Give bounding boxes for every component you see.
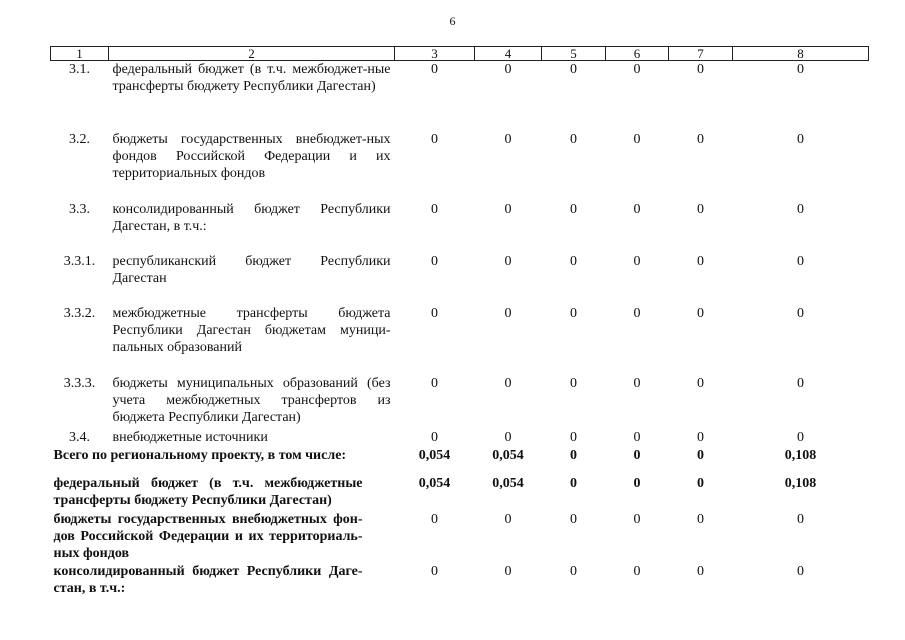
total-value: 0 (797, 563, 804, 579)
row-label: внебюджетные источники (112, 429, 268, 445)
total-value: 0 (697, 447, 704, 463)
page-number: 6 (449, 14, 456, 28)
row-value: 0 (431, 375, 438, 391)
total-value: 0 (633, 447, 641, 463)
row-value: 0 (797, 131, 804, 147)
budget-table (50, 46, 869, 599)
table-row (51, 61, 869, 131)
row-label: республиканский бюджет Республики Дагестан (112, 253, 391, 286)
row-value: 0 (504, 305, 512, 321)
row-index: 3.3.2. (63, 305, 96, 321)
total-value: 0 (697, 475, 704, 491)
column-header: 2 (109, 47, 395, 61)
row-value: 0 (633, 305, 641, 321)
row-value: 0 (431, 131, 438, 147)
row-value: 0 (633, 62, 641, 77)
total-label: Всего по региональному проекту, в том числе: (53, 447, 347, 463)
total-value: 0 (504, 511, 512, 527)
row-value: 0 (504, 253, 512, 269)
total-value: 0 (570, 563, 577, 579)
column-header: 5 (542, 47, 606, 61)
column-header: 6 (606, 47, 669, 61)
total-row (51, 563, 869, 599)
row-value: 0 (504, 201, 512, 217)
table-row (51, 131, 869, 201)
total-value: 0,108 (784, 475, 817, 491)
row-value: 0 (797, 253, 804, 269)
row-value: 0 (570, 429, 577, 445)
row-value: 0 (697, 253, 704, 269)
column-header: 8 (733, 47, 869, 61)
row-value: 0 (633, 253, 641, 269)
total-value: 0 (570, 511, 577, 527)
column-header: 4 (475, 47, 542, 61)
total-value: 0 (797, 511, 804, 527)
row-index: 3.2. (69, 131, 90, 147)
table-row (51, 253, 869, 305)
total-value: 0 (697, 511, 704, 527)
total-label: бюджеты государственных внебюджетных фон-дов Российской Федерации и их территориаль-ных фондов (53, 511, 363, 561)
total-value: 0 (697, 563, 704, 579)
total-value: 0,054 (492, 475, 524, 491)
row-index: 3.3.1. (63, 253, 96, 269)
row-value: 0 (633, 375, 641, 391)
total-value: 0,054 (418, 447, 451, 463)
table-row (51, 305, 869, 375)
total-row (51, 511, 869, 563)
row-value: 0 (633, 201, 641, 217)
row-value: 0 (570, 62, 577, 77)
row-value: 0 (504, 62, 512, 77)
row-index: 3.3. (69, 201, 90, 217)
row-value: 0 (697, 429, 704, 445)
row-value: 0 (570, 201, 577, 217)
row-value: 0 (697, 305, 704, 321)
row-label: бюджеты муниципальных образований (без учета межбюджетных трансфертов из бюджета Республики Дагестан) (112, 375, 391, 425)
total-value: 0 (633, 511, 641, 527)
row-value: 0 (431, 305, 438, 321)
total-value: 0,054 (418, 475, 451, 491)
total-value: 0 (431, 511, 438, 527)
table-row (51, 429, 869, 447)
row-index: 3.4. (69, 429, 90, 445)
row-value: 0 (697, 201, 704, 217)
row-label: федеральный бюджет (в т.ч. межбюджет-ные трансферты бюджету Республики Дагестан) (112, 62, 391, 94)
row-value: 0 (797, 201, 804, 217)
row-value: 0 (633, 131, 641, 147)
total-value: 0 (633, 563, 641, 579)
row-value: 0 (797, 429, 804, 445)
row-value: 0 (431, 429, 438, 445)
row-value: 0 (570, 131, 577, 147)
table-row (51, 375, 869, 429)
row-value: 0 (431, 201, 438, 217)
total-label: консолидированный бюджет Республики Даге-стан, в т.ч.: (53, 563, 363, 596)
row-value: 0 (504, 131, 512, 147)
total-value: 0 (570, 475, 577, 491)
row-value: 0 (797, 305, 804, 321)
row-index: 3.3.3. (63, 375, 96, 391)
row-value: 0 (431, 62, 438, 77)
total-value: 0 (504, 563, 512, 579)
column-header-row (51, 47, 869, 61)
row-value: 0 (431, 253, 438, 269)
total-row (51, 475, 869, 511)
total-value: 0 (570, 447, 577, 463)
row-value: 0 (504, 375, 512, 391)
row-value: 0 (797, 375, 804, 391)
row-value: 0 (797, 62, 804, 77)
row-value: 0 (697, 131, 704, 147)
total-value: 0 (633, 475, 641, 491)
row-value: 0 (504, 429, 512, 445)
row-value: 0 (633, 429, 641, 445)
total-value: 0,054 (492, 447, 524, 463)
column-header: 3 (395, 47, 475, 61)
row-value: 0 (570, 253, 577, 269)
row-value: 0 (570, 375, 577, 391)
row-value: 0 (697, 62, 704, 77)
row-label: консолидированный бюджет Республики Дагестан, в т.ч.: (112, 201, 391, 234)
row-label: бюджеты государственных внебюджет-ных фондов Российской Федерации и их территориальных фондов (112, 131, 391, 181)
total-row (51, 447, 869, 475)
total-value: 0 (431, 563, 438, 579)
table-row (51, 201, 869, 253)
column-header: 1 (51, 47, 109, 61)
row-index: 3.1. (69, 62, 90, 77)
row-label: межбюджетные трансферты бюджета Республики Дагестан бюджетам муници-пальных образований (112, 305, 391, 355)
total-label: федеральный бюджет (в т.ч. межбюджетные трансферты бюджету Республики Дагестан) (53, 475, 363, 508)
total-value: 0,108 (784, 447, 817, 463)
column-header: 7 (669, 47, 733, 61)
row-value: 0 (697, 375, 704, 391)
row-value: 0 (570, 305, 577, 321)
